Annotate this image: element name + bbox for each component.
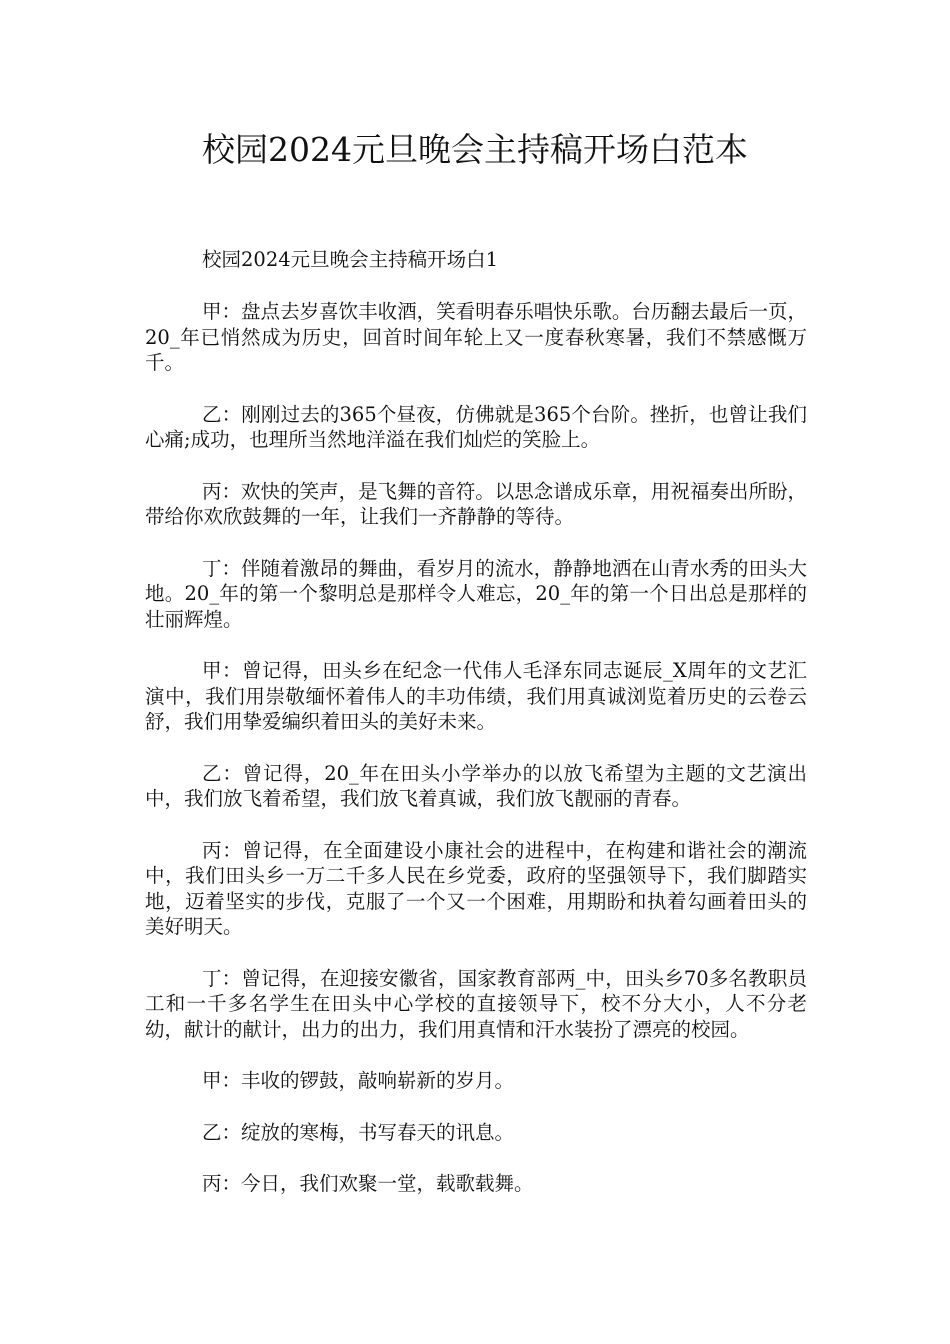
document-title: 校园2024元旦晚会主持稿开场白范本 — [202, 130, 748, 169]
paragraph-10: 乙：绽放的寒梅，书写春天的讯息。 — [202, 1120, 515, 1144]
paragraph-7: 丙：曾记得，在全面建设小康社会的进程中，在构建和谐社会的潮流中，我们田头乡一万二千多人民在乡党委，政府的坚强领导下，我们脚踏实地，迈着坚实的步伐，克服了一个又一个困难，用期盼和执着勾画着田头的美好明天。 — [145, 838, 807, 938]
paragraph-9: 甲：丰收的锣鼓，敲响崭新的岁月。 — [202, 1069, 515, 1092]
paragraph-4: 丁：伴随着激昂的舞曲，看岁月的流水，静静地洒在山青水秀的田头大地。20_年的第一个黎明总是那样令人难忘，20_年的第一个日出总是那样的壮丽辉煌。 — [145, 556, 807, 631]
paragraph-2: 乙：刚刚过去的365个昼夜，仿佛就是365个台阶。挫折，也曾让我们心痛;成功，也理所当然地洋溢在我们灿烂的笑脸上。 — [145, 402, 807, 451]
paragraph-8: 丁：曾记得，在迎接安徽省，国家教育部两_中，田头乡70多名教职员工和一千多名学生在田头中心学校的直接领导下，校不分大小，人不分老幼，献计的献计，出力的出力，我们用真情和汗水装扮了漂亮的校园。 — [145, 966, 807, 1041]
paragraph-11: 丙：今日，我们欢聚一堂，载歌载舞。 — [202, 1172, 534, 1195]
paragraph-5: 甲：曾记得，田头乡在纪念一代伟人毛泽东同志诞辰_X周年的文艺汇演中，我们用崇敬缅怀着伟人的丰功伟绩，我们用真诚浏览着历史的云卷云舒，我们用挚爱编织着田头的美好未来。 — [145, 659, 807, 733]
paragraph-3: 丙：欢快的笑声，是飞舞的音符。以思念谱成乐章，用祝福奏出所盼，带给你欢欣鼓舞的一年，让我们一齐静静的等待。 — [145, 479, 807, 528]
section-heading: 校园2024元旦晚会主持稿开场白1 — [202, 248, 499, 271]
paragraph-1: 甲：盘点去岁喜饮丰收酒，笑看明春乐唱快乐歌。台历翻去最后一页，20_年已悄然成为历史，回首时间年轮上又一度春秋寒暑，我们不禁感慨万千。 — [145, 300, 807, 374]
document-body — [145, 247, 807, 1223]
paragraph-6: 乙：曾记得，20_年在田头小学举办的以放飞希望为主题的文艺演出中，我们放飞着希望，我们放飞着真诚，我们放飞靓丽的青春。 — [145, 761, 807, 810]
